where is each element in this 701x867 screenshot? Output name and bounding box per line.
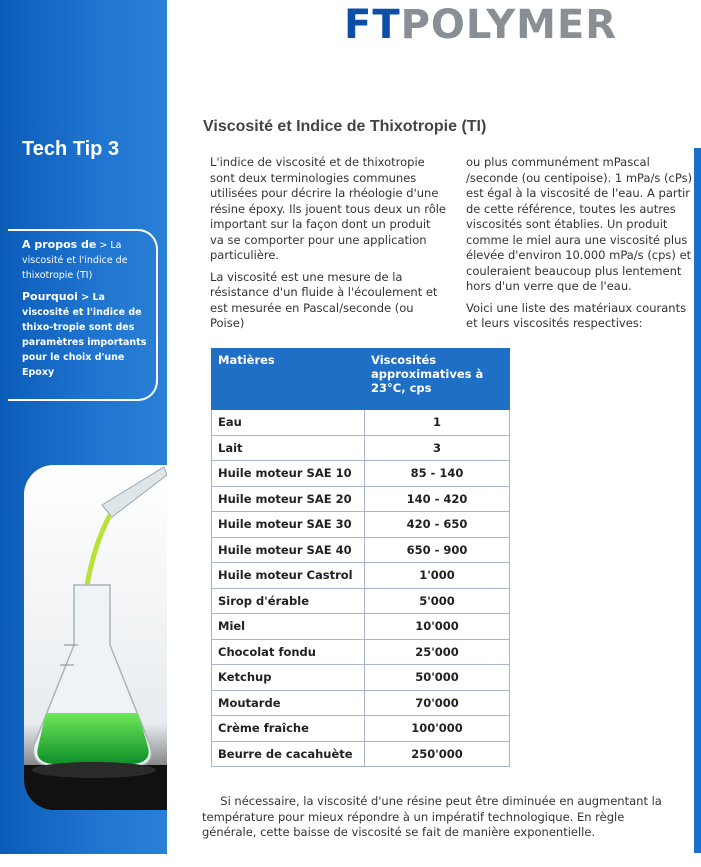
viscosity-table xyxy=(211,348,510,767)
material-cell: Lait xyxy=(212,435,365,461)
viscosity-cell: 3 xyxy=(365,435,510,461)
flask-photo xyxy=(24,465,167,810)
paragraph: Voici une liste des matériaux courants et leurs viscosités respectives: xyxy=(466,300,687,330)
viscosity-cell: 25'000 xyxy=(365,639,510,665)
material-cell: Huile moteur Castrol xyxy=(212,563,365,589)
table-row xyxy=(212,665,510,691)
viscosity-cell: 50'000 xyxy=(365,665,510,691)
column-header: Matières xyxy=(212,349,365,410)
right-accent-bar xyxy=(694,148,701,853)
sidebar xyxy=(0,0,167,854)
table-row xyxy=(212,639,510,665)
viscosity-cell: 100'000 xyxy=(365,716,510,742)
table-row xyxy=(212,537,510,563)
viscosity-cell: 1'000 xyxy=(365,563,510,589)
why-text: > La viscosité et l'indice de thixo-tropie sont des paramètres importants pour le choix d'une Epoxy xyxy=(22,292,147,378)
viscosity-cell: 650 - 900 xyxy=(365,537,510,563)
table-row xyxy=(212,588,510,614)
viscosity-cell: 5'000 xyxy=(365,588,510,614)
material-cell: Moutarde xyxy=(212,690,365,716)
material-cell: Beurre de cacahuète xyxy=(212,741,365,767)
tech-tip-title: Tech Tip 3 xyxy=(22,138,120,160)
paragraph: ou plus communément mPascal /seconde (ou centipoise). 1 mPa/s (cPs) est égal à la viscosité de l'eau. A partir de cette référence, toutes les autres viscosités sont établies. Un produit comme le miel aura une viscosité plus élevée d'environ 10.000 mPa/s (cps) et couleraient beaucoup plus lentement hors d'un verre que de l'eau. xyxy=(466,155,693,293)
material-cell: Huile moteur SAE 10 xyxy=(212,461,365,487)
material-cell: Huile moteur SAE 30 xyxy=(212,512,365,538)
table-row xyxy=(212,716,510,742)
table-row xyxy=(212,614,510,640)
table-row xyxy=(212,435,510,461)
material-cell: Crème fraîche xyxy=(212,716,365,742)
why-label: Pourquoi xyxy=(22,290,78,303)
viscosity-cell: 10'000 xyxy=(365,614,510,640)
table-row xyxy=(212,486,510,512)
material-cell: Miel xyxy=(212,614,365,640)
viscosity-cell: 420 - 650 xyxy=(365,512,510,538)
material-cell: Huile moteur SAE 20 xyxy=(212,486,365,512)
material-cell: Eau xyxy=(212,410,365,436)
text-column-right xyxy=(466,155,694,338)
paragraph: L'indice de viscosité et de thixotropie sont deux terminologies communes utilisées pour décrire la rhéologie d'une résine époxy. Ils jouent tous deux un rôle important sur la façon dont un produit va se comporter pour une application particulière. xyxy=(210,155,446,262)
column-header: Viscosités approximatives à 23°C, cps xyxy=(365,349,510,410)
table-row xyxy=(212,461,510,487)
footer-paragraph: Si nécessaire, la viscosité d'une résine peut être diminuée en augmentant la température pour mieux répondre à un impératif technologique. En règle générale, cette baisse de viscosité se fait de manière exponentielle. xyxy=(202,794,662,839)
table-row xyxy=(212,563,510,589)
viscosity-cell: 140 - 420 xyxy=(365,486,510,512)
about-paragraph xyxy=(22,237,148,283)
viscosity-cell: 250'000 xyxy=(365,741,510,767)
about-label: A propos de xyxy=(22,238,97,251)
flask-illustration-icon xyxy=(24,465,167,810)
why-paragraph xyxy=(22,289,148,380)
paragraph: La viscosité est une mesure de la résistance d'un fluide à l'écoulement et est mesurée en Pascal/seconde (ou Poise) xyxy=(210,269,438,330)
viscosity-cell: 85 - 140 xyxy=(365,461,510,487)
material-cell: Chocolat fondu xyxy=(212,639,365,665)
table-row xyxy=(212,690,510,716)
info-box xyxy=(8,229,158,401)
table-row xyxy=(212,512,510,538)
article-heading: Viscosité et Indice de Thixotropie (TI) xyxy=(203,118,487,135)
brand-logo: FTPOLYMER xyxy=(344,2,618,48)
material-cell: Sirop d'érable xyxy=(212,588,365,614)
table-row xyxy=(212,410,510,436)
text-column-left xyxy=(210,155,446,338)
material-cell: Huile moteur SAE 40 xyxy=(212,537,365,563)
table-header-row xyxy=(212,349,510,410)
table-row xyxy=(212,741,510,767)
about-text: > La viscosité et l'indice de thixotropie (TI) xyxy=(22,240,128,281)
viscosity-cell: 70'000 xyxy=(365,690,510,716)
viscosity-cell: 1 xyxy=(365,410,510,436)
material-cell: Ketchup xyxy=(212,665,365,691)
